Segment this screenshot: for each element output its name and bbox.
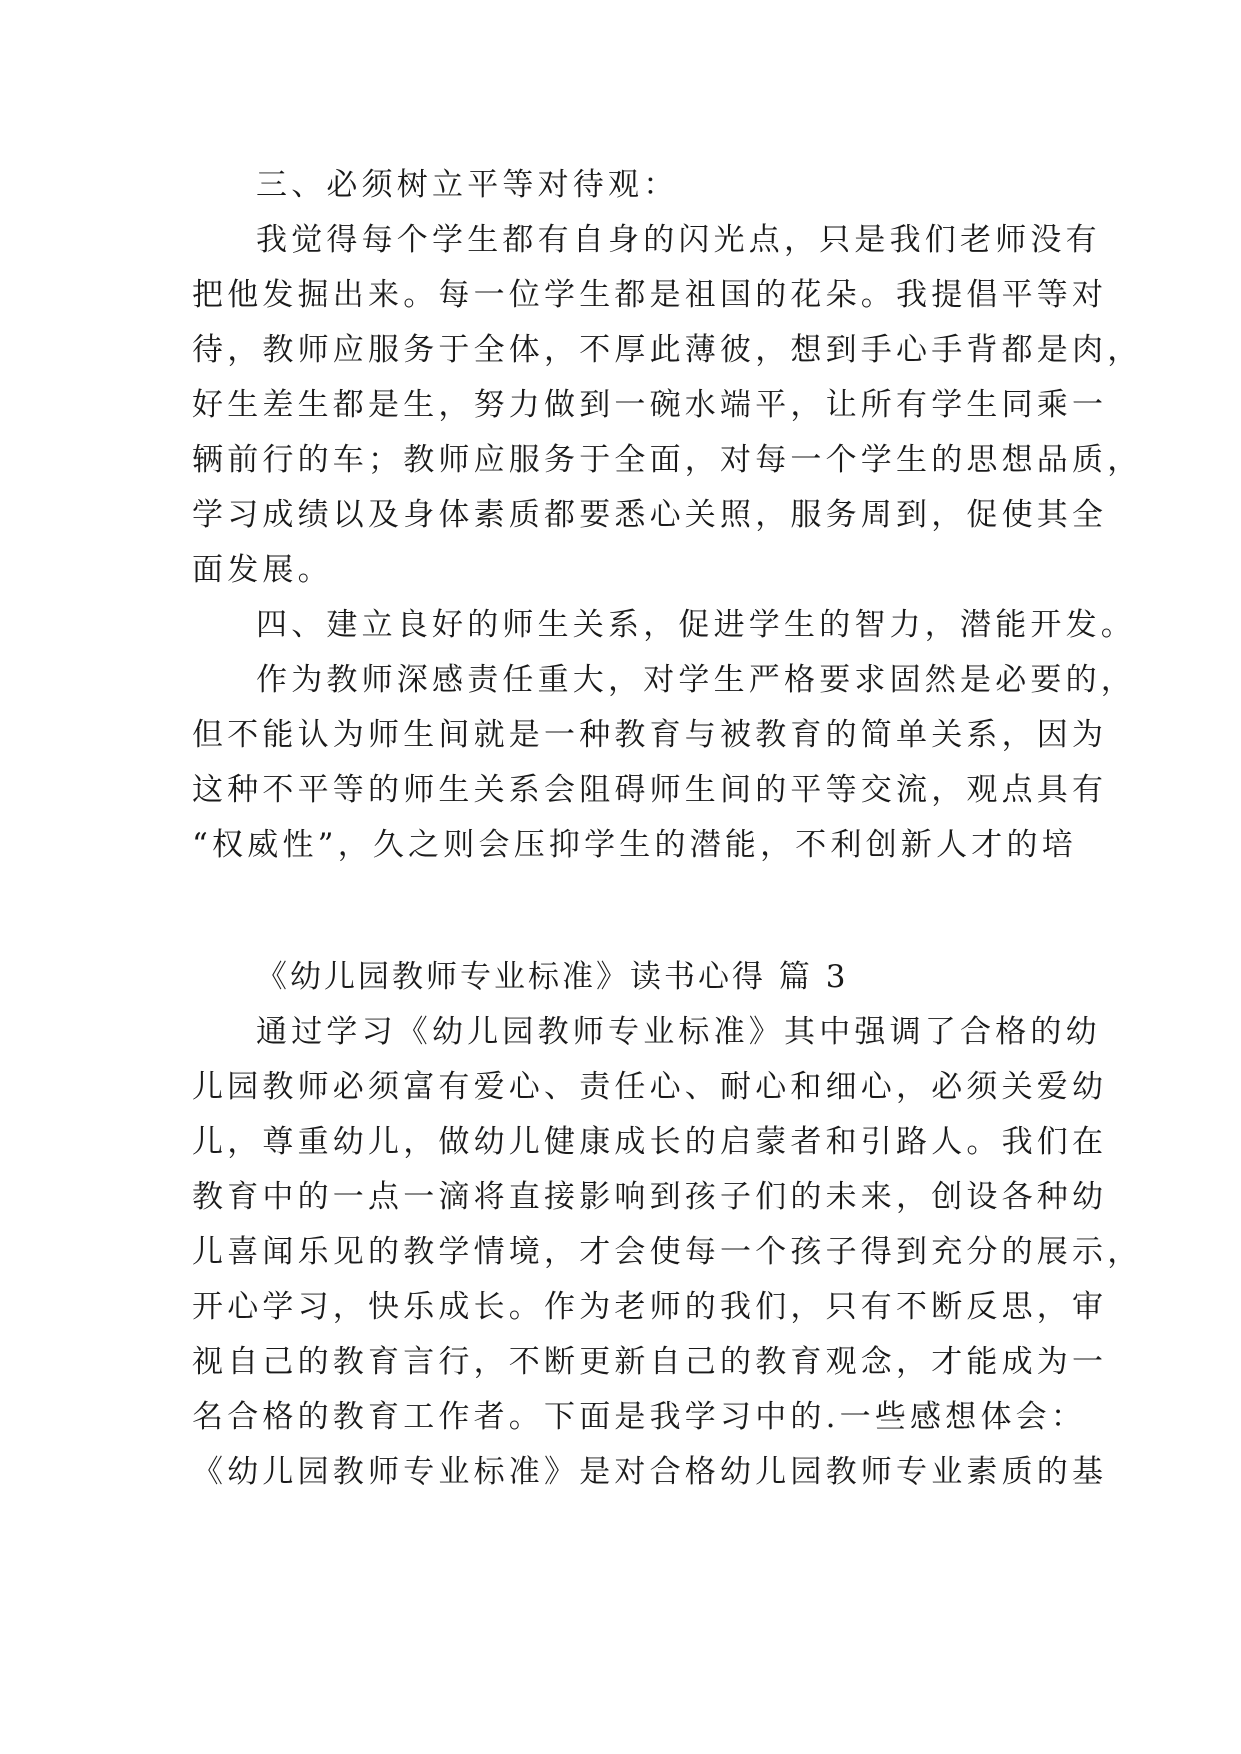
paragraph-line: “权威性”，久之则会压抑学生的潜能，不利创新人才的培 [192, 827, 1077, 863]
paragraph-line: 学习成绩以及身体素质都要悉心关照，服务周到，促使其全 [192, 497, 1108, 533]
paragraph-line: 但不能认为师生间就是一种教育与被教育的简单关系，因为 [192, 717, 1108, 753]
heading-equal-treatment: 三、必须树立平等对待观： [256, 167, 679, 203]
paragraph-line: 名合格的教育工作者。下面是我学习中的.一些感想体会： [192, 1399, 1087, 1435]
paragraph-line: 视自己的教育言行，不断更新自己的教育观念，才能成为一 [192, 1344, 1108, 1380]
paragraph-line: 好生差生都是生，努力做到一碗水端平，让所有学生同乘一 [192, 387, 1108, 423]
paragraph-line: 把他发掘出来。每一位学生都是祖国的花朵。我提倡平等对 [192, 277, 1108, 313]
paragraph-line: 儿，尊重幼儿，做幼儿健康成长的启蒙者和引路人。我们在 [192, 1124, 1108, 1160]
section-one-body [192, 158, 1143, 873]
heading-teacher-student-relation: 四、建立良好的师生关系，促进学生的智力，潜能开发。 [256, 607, 1136, 643]
paragraph-line: 我觉得每个学生都有自身的闪光点，只是我们老师没有 [256, 222, 1101, 258]
paragraph-line: 作为教师深感责任重大，对学生严格要求固然是必要的， [256, 662, 1136, 698]
section-two-body [192, 1005, 1143, 1500]
paragraph-line: 面发展。 [192, 552, 333, 588]
paragraph-line: 辆前行的车；教师应服务于全面，对每一个学生的思想品质， [192, 442, 1143, 478]
paragraph-line: 这种不平等的师生关系会阻碍师生间的平等交流，观点具有 [192, 772, 1108, 808]
paragraph-line: 待，教师应服务于全体，不厚此薄彼，想到手心手背都是肉， [192, 332, 1143, 368]
paragraph-line: 儿园教师必须富有爱心、责任心、耐心和细心，必须关爱幼 [192, 1069, 1108, 1105]
paragraph-line: 开心学习，快乐成长。作为老师的我们，只有不断反思，审 [192, 1289, 1108, 1325]
article-title: 《幼儿园教师专业标准》读书心得 篇 3 [256, 959, 849, 995]
paragraph-line: 通过学习《幼儿园教师专业标准》其中强调了合格的幼 [256, 1014, 1101, 1050]
paragraph-line: 《幼儿园教师专业标准》是对合格幼儿园教师专业素质的基 [192, 1454, 1108, 1490]
paragraph-line: 儿喜闻乐见的教学情境，才会使每一个孩子得到充分的展示， [192, 1234, 1143, 1270]
paragraph-line: 教育中的一点一滴将直接影响到孩子们的未来，创设各种幼 [192, 1179, 1108, 1215]
